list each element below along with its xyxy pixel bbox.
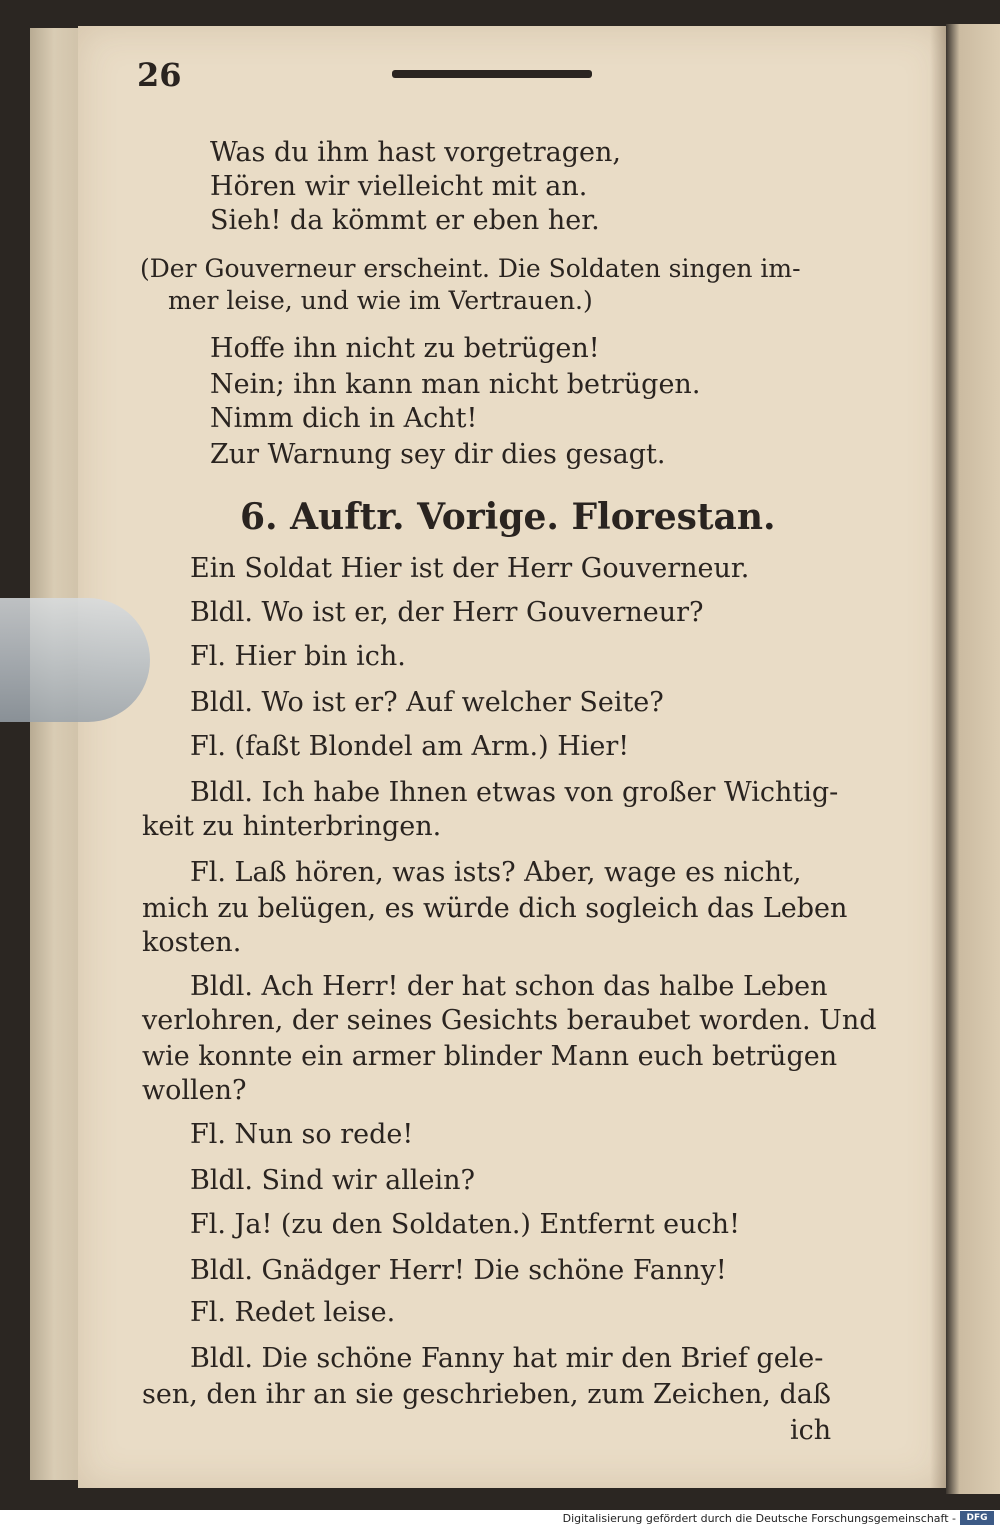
dialogue-line: Fl. Laß hören, was ists? Aber, wage es nicht, bbox=[190, 857, 802, 888]
dialogue-line: verlohren, der seines Gesichts beraubet worden. Und bbox=[142, 1005, 877, 1036]
catchword: ich bbox=[790, 1415, 832, 1446]
dialogue-line: Bldl. Ich habe Ihnen etwas von großer Wichtig- bbox=[190, 777, 839, 808]
stage-direction: (Der Gouverneur erscheint. Die Soldaten singen im- bbox=[140, 254, 801, 283]
page-holder-clip bbox=[0, 598, 150, 722]
page-number: 26 bbox=[137, 56, 182, 94]
verse-line: Was du ihm hast vorgetragen, bbox=[210, 137, 621, 168]
verse-line: Sieh! da kömmt er eben her. bbox=[210, 205, 600, 236]
verse-line: Hören wir vielleicht mit an. bbox=[210, 171, 588, 202]
dialogue-line: sen, den ihr an sie geschrieben, zum Zeichen, daß bbox=[142, 1379, 831, 1410]
funding-notice: Digitalisierung gefördert durch die Deutsche Forschungsgemeinschaft - bbox=[562, 1512, 956, 1525]
dfg-logo: DFG bbox=[960, 1511, 994, 1525]
dialogue-line: Bldl. Wo ist er, der Herr Gouverneur? bbox=[190, 597, 704, 628]
dialogue-line: Bldl. Wo ist er? Auf welcher Seite? bbox=[190, 687, 664, 718]
verse-line: Hoffe ihn nicht zu betrügen! bbox=[210, 333, 600, 364]
scene-heading: 6. Auftr. Vorige. Florestan. bbox=[240, 496, 776, 538]
dialogue-line: Fl. Nun so rede! bbox=[190, 1119, 414, 1150]
dialogue-line: mich zu belügen, es würde dich sogleich das Leben bbox=[142, 893, 848, 924]
dialogue-line: Bldl. Gnädger Herr! Die schöne Fanny! bbox=[190, 1255, 727, 1286]
dialogue-line: Fl. Ja! (zu den Soldaten.) Entfernt euch! bbox=[190, 1209, 740, 1240]
verse-line: Zur Warnung sey dir dies gesagt. bbox=[210, 439, 666, 470]
dialogue-line: keit zu hinterbringen. bbox=[142, 811, 442, 842]
header-rule bbox=[392, 70, 592, 78]
dialogue-line: wie konnte ein armer blinder Mann euch betrügen bbox=[142, 1041, 838, 1072]
dialogue-line: Fl. Redet leise. bbox=[190, 1297, 396, 1328]
dialogue-line: Bldl. Die schöne Fanny hat mir den Brief gele- bbox=[190, 1343, 824, 1374]
dialogue-line: kosten. bbox=[142, 927, 242, 958]
stage-direction: mer leise, und wie im Vertrauen.) bbox=[168, 286, 593, 315]
dialogue-line: Ein Soldat Hier ist der Herr Gouverneur. bbox=[190, 553, 750, 584]
dialogue-line: Bldl. Sind wir allein? bbox=[190, 1165, 476, 1196]
dialogue-line: Bldl. Ach Herr! der hat schon das halbe Leben bbox=[190, 971, 828, 1002]
facing-page-edge bbox=[946, 24, 1000, 1494]
dialogue-line: Fl. Hier bin ich. bbox=[190, 641, 406, 672]
verse-line: Nein; ihn kann man nicht betrügen. bbox=[210, 369, 701, 400]
dialogue-line: Fl. (faßt Blondel am Arm.) Hier! bbox=[190, 731, 630, 762]
verse-line: Nimm dich in Acht! bbox=[210, 403, 478, 434]
dialogue-line: wollen? bbox=[142, 1075, 247, 1106]
